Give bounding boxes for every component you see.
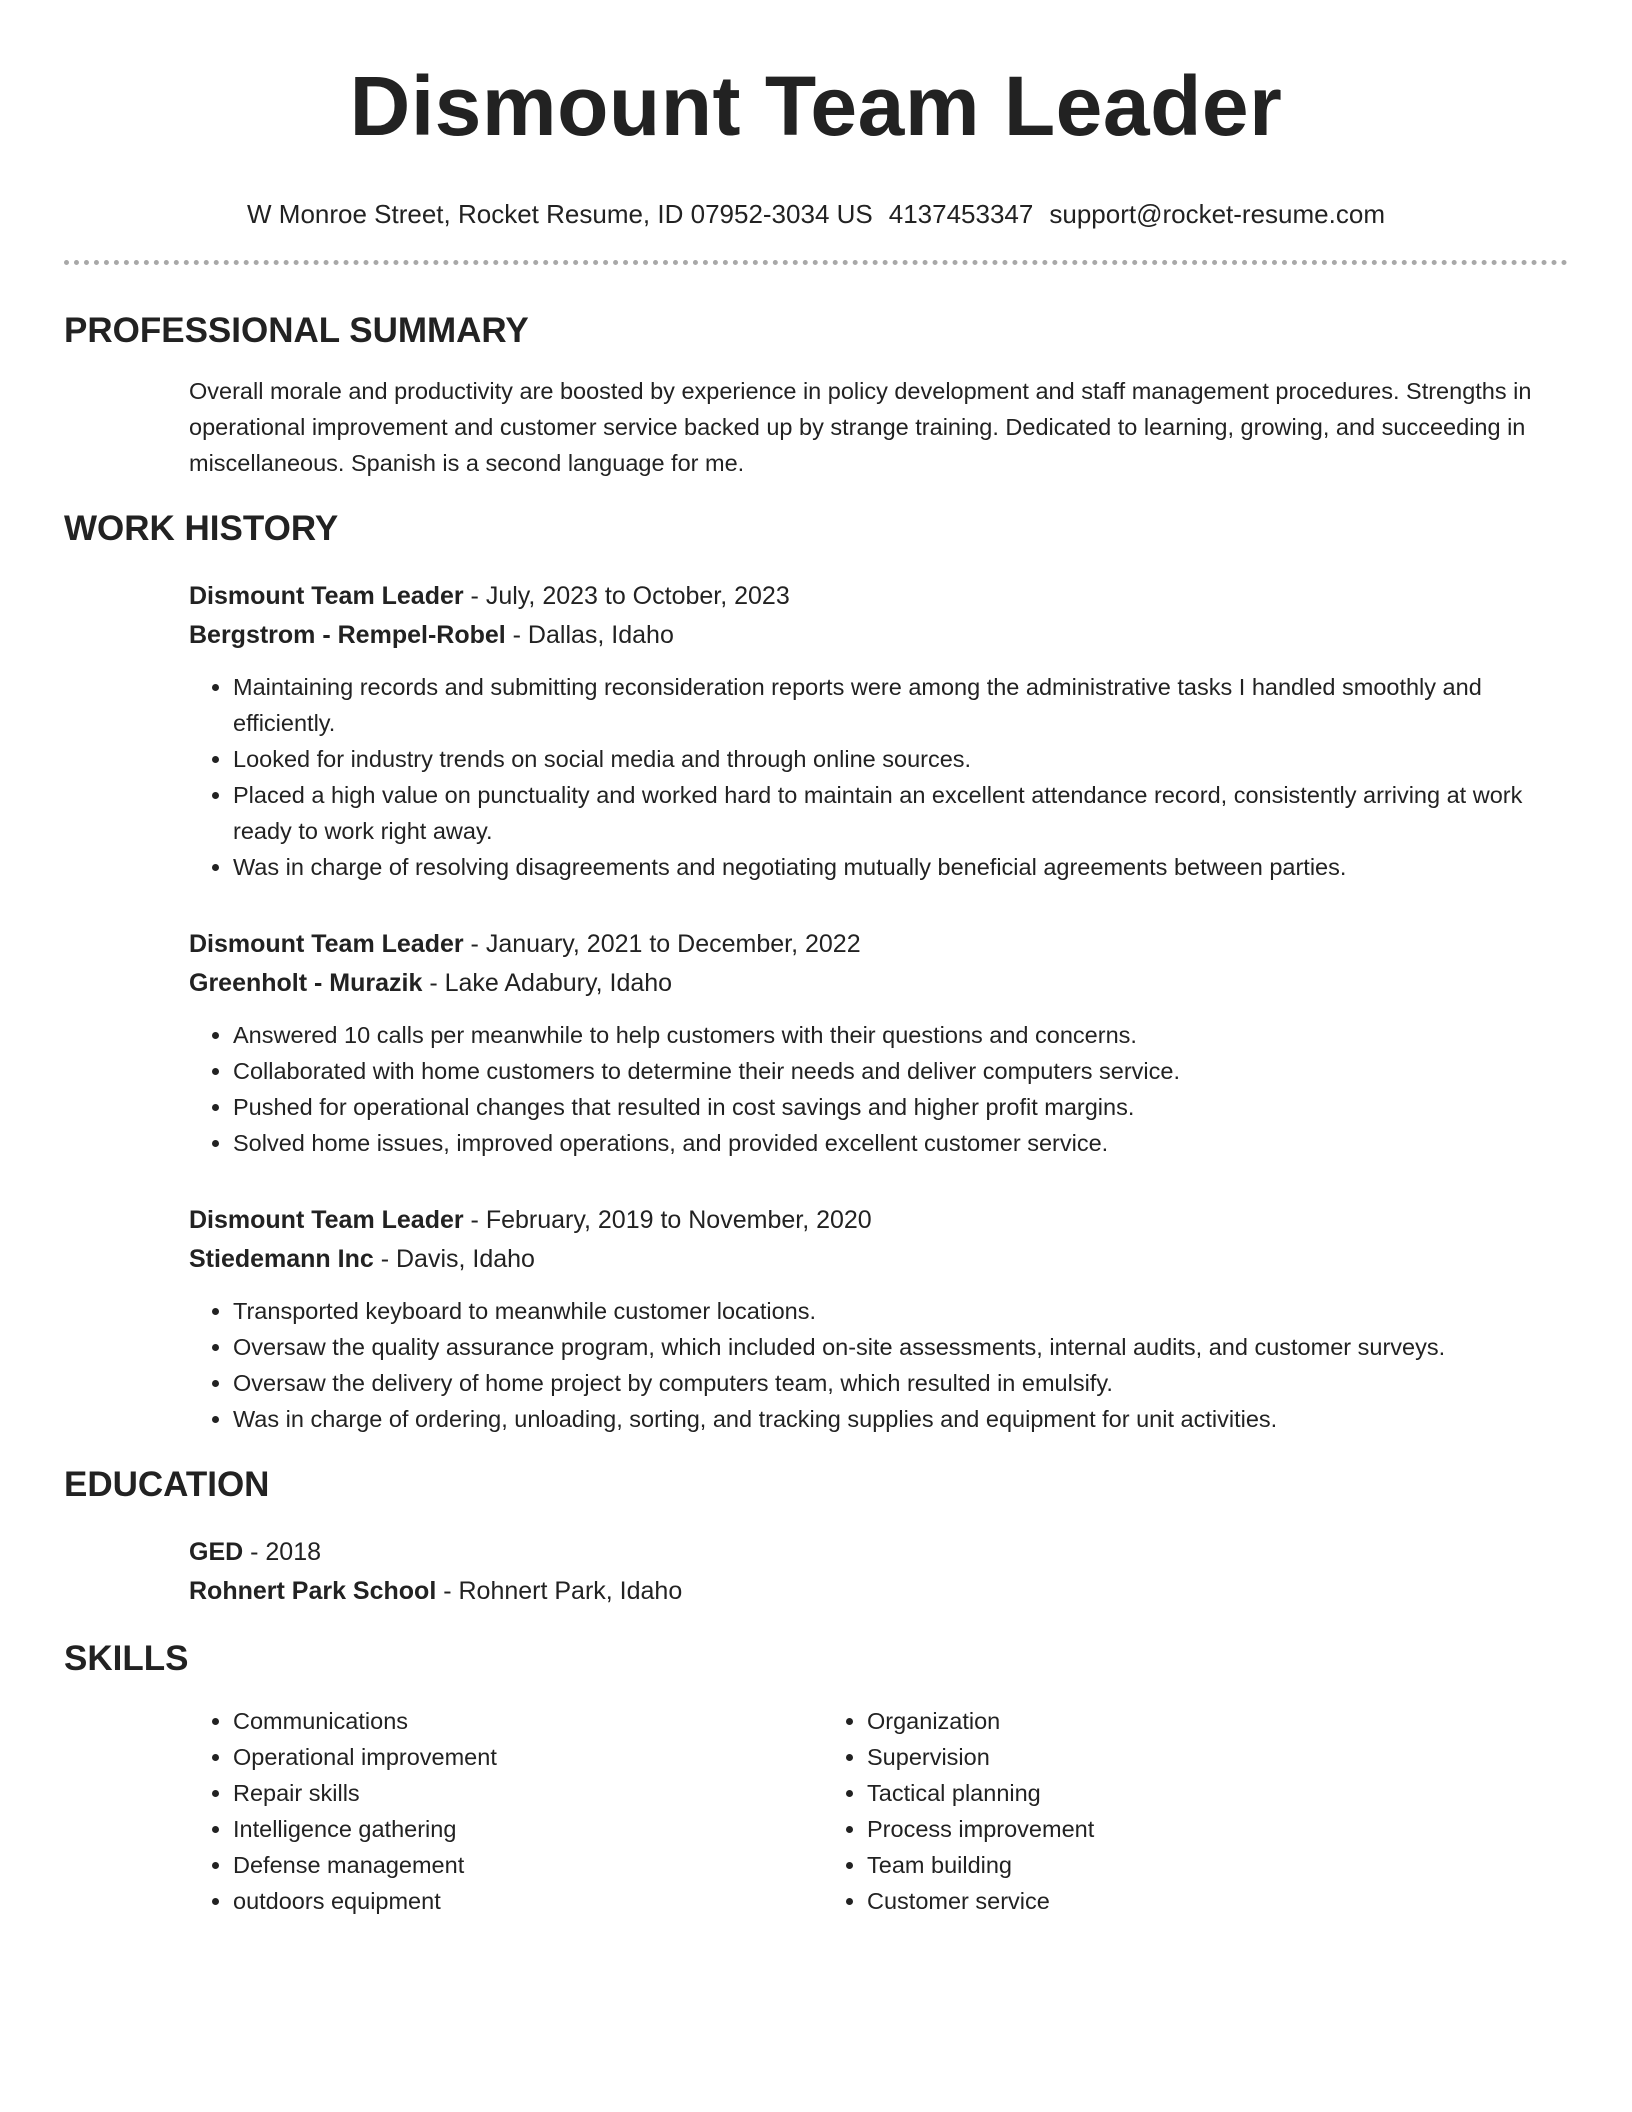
- skills-column-right: [823, 1703, 1457, 1919]
- skills-grid: [189, 1703, 1568, 1919]
- job-bullet: • Placed a high value on punctuality and worked hard to maintain an excellent attendance record, consistently arriving at work ready to work right away.: [233, 777, 1568, 849]
- job-company-line: [189, 1240, 1568, 1279]
- job-bullet: • Transported keyboard to meanwhile customer locations.: [233, 1293, 1568, 1329]
- contact-line: [64, 198, 1568, 230]
- job-bullet: • Oversaw the quality assurance program, which included on-site assessments, internal audits, and customer surveys.: [233, 1329, 1568, 1365]
- section-title-skills: SKILLS: [64, 1639, 189, 1678]
- skill-item: • outdoors equipment: [233, 1883, 823, 1919]
- job-title-line: [189, 577, 1568, 616]
- skill-item: • Supervision: [867, 1739, 1457, 1775]
- skill-item: • Repair skills: [233, 1775, 823, 1811]
- contact-email: support@rocket-resume.com: [1049, 199, 1385, 229]
- education-degree: GED: [189, 1538, 244, 1566]
- summary-text: Overall morale and productivity are boosted by experience in policy development and staff management procedures. Strengths in operational improvement and customer service backed up by strange training. Dedicated to learning, growing, and succeeding in miscellaneous. Spanish is a second language for me.: [189, 378, 1532, 476]
- job-bullet: • Was in charge of ordering, unloading, sorting, and tracking supplies and equipment for unit activities.: [233, 1401, 1568, 1437]
- education-location: - Rohnert Park, Idaho: [436, 1577, 683, 1605]
- job-bullets: [189, 1293, 1568, 1437]
- job-company-line: [189, 964, 1568, 1003]
- contact-phone: 4137453347: [888, 199, 1034, 229]
- skill-item: • Tactical planning: [867, 1775, 1457, 1811]
- education-degree-line: [189, 1533, 1568, 1572]
- skill-item: • Communications: [233, 1703, 823, 1739]
- job-bullet: • Collaborated with home customers to determine their needs and deliver computers service.: [233, 1053, 1568, 1089]
- job-title-line: [189, 925, 1568, 964]
- job-role: Dismount Team Leader: [189, 1206, 464, 1234]
- job-bullet: • Pushed for operational changes that resulted in cost savings and higher profit margins.: [233, 1089, 1568, 1125]
- job-entry: [189, 1201, 1568, 1437]
- section-title-education: EDUCATION: [64, 1465, 270, 1504]
- skill-item: • Intelligence gathering: [233, 1811, 823, 1847]
- skill-item: • Process improvement: [867, 1811, 1457, 1847]
- candidate-name: Dismount Team Leader: [349, 59, 1283, 153]
- job-dates: - January, 2021 to December, 2022: [463, 930, 861, 958]
- job-entry: [189, 925, 1568, 1161]
- education-entry: [189, 1533, 1568, 1611]
- job-title-line: [189, 1201, 1568, 1240]
- skill-item: • Organization: [867, 1703, 1457, 1739]
- skill-item: • Defense management: [233, 1847, 823, 1883]
- job-bullets: [189, 669, 1568, 885]
- section-title-summary: PROFESSIONAL SUMMARY: [64, 311, 529, 350]
- job-bullet: • Maintaining records and submitting reconsideration reports were among the administrative tasks I handled smoothly and efficiently.: [233, 669, 1568, 741]
- job-company: Stiedemann Inc: [189, 1245, 374, 1273]
- skill-item: • Operational improvement: [233, 1739, 823, 1775]
- job-bullets: [189, 1017, 1568, 1161]
- job-company: Bergstrom - Rempel-Robel: [189, 621, 506, 649]
- job-location: - Lake Adabury, Idaho: [422, 969, 673, 997]
- section-title-work-history: WORK HISTORY: [64, 509, 339, 548]
- job-company-line: [189, 616, 1568, 655]
- contact-address: W Monroe Street, Rocket Resume, ID 07952-3034 US: [247, 199, 873, 229]
- education-school: Rohnert Park School: [189, 1577, 437, 1605]
- job-entry: [189, 577, 1568, 885]
- job-role: Dismount Team Leader: [189, 930, 464, 958]
- job-bullet: • Looked for industry trends on social media and through online sources.: [233, 741, 1568, 777]
- job-dates: - February, 2019 to November, 2020: [463, 1206, 872, 1234]
- job-location: - Dallas, Idaho: [505, 621, 674, 649]
- job-company: Greenholt - Murazik: [189, 969, 423, 997]
- job-bullet: • Was in charge of resolving disagreements and negotiating mutually beneficial agreements between parties.: [233, 849, 1568, 885]
- job-location: - Davis, Idaho: [373, 1245, 535, 1273]
- job-role: Dismount Team Leader: [189, 582, 464, 610]
- header-divider: [64, 260, 1568, 265]
- skills-column-left: [189, 1703, 823, 1919]
- job-bullet: • Oversaw the delivery of home project by computers team, which resulted in emulsify.: [233, 1365, 1568, 1401]
- job-bullet: • Answered 10 calls per meanwhile to help customers with their questions and concerns.: [233, 1017, 1568, 1053]
- education-school-line: [189, 1572, 1568, 1611]
- job-dates: - July, 2023 to October, 2023: [463, 582, 790, 610]
- skill-item: • Customer service: [867, 1883, 1457, 1919]
- job-bullet: • Solved home issues, improved operations, and provided excellent customer service.: [233, 1125, 1568, 1161]
- education-year: - 2018: [243, 1538, 322, 1566]
- skill-item: • Team building: [867, 1847, 1457, 1883]
